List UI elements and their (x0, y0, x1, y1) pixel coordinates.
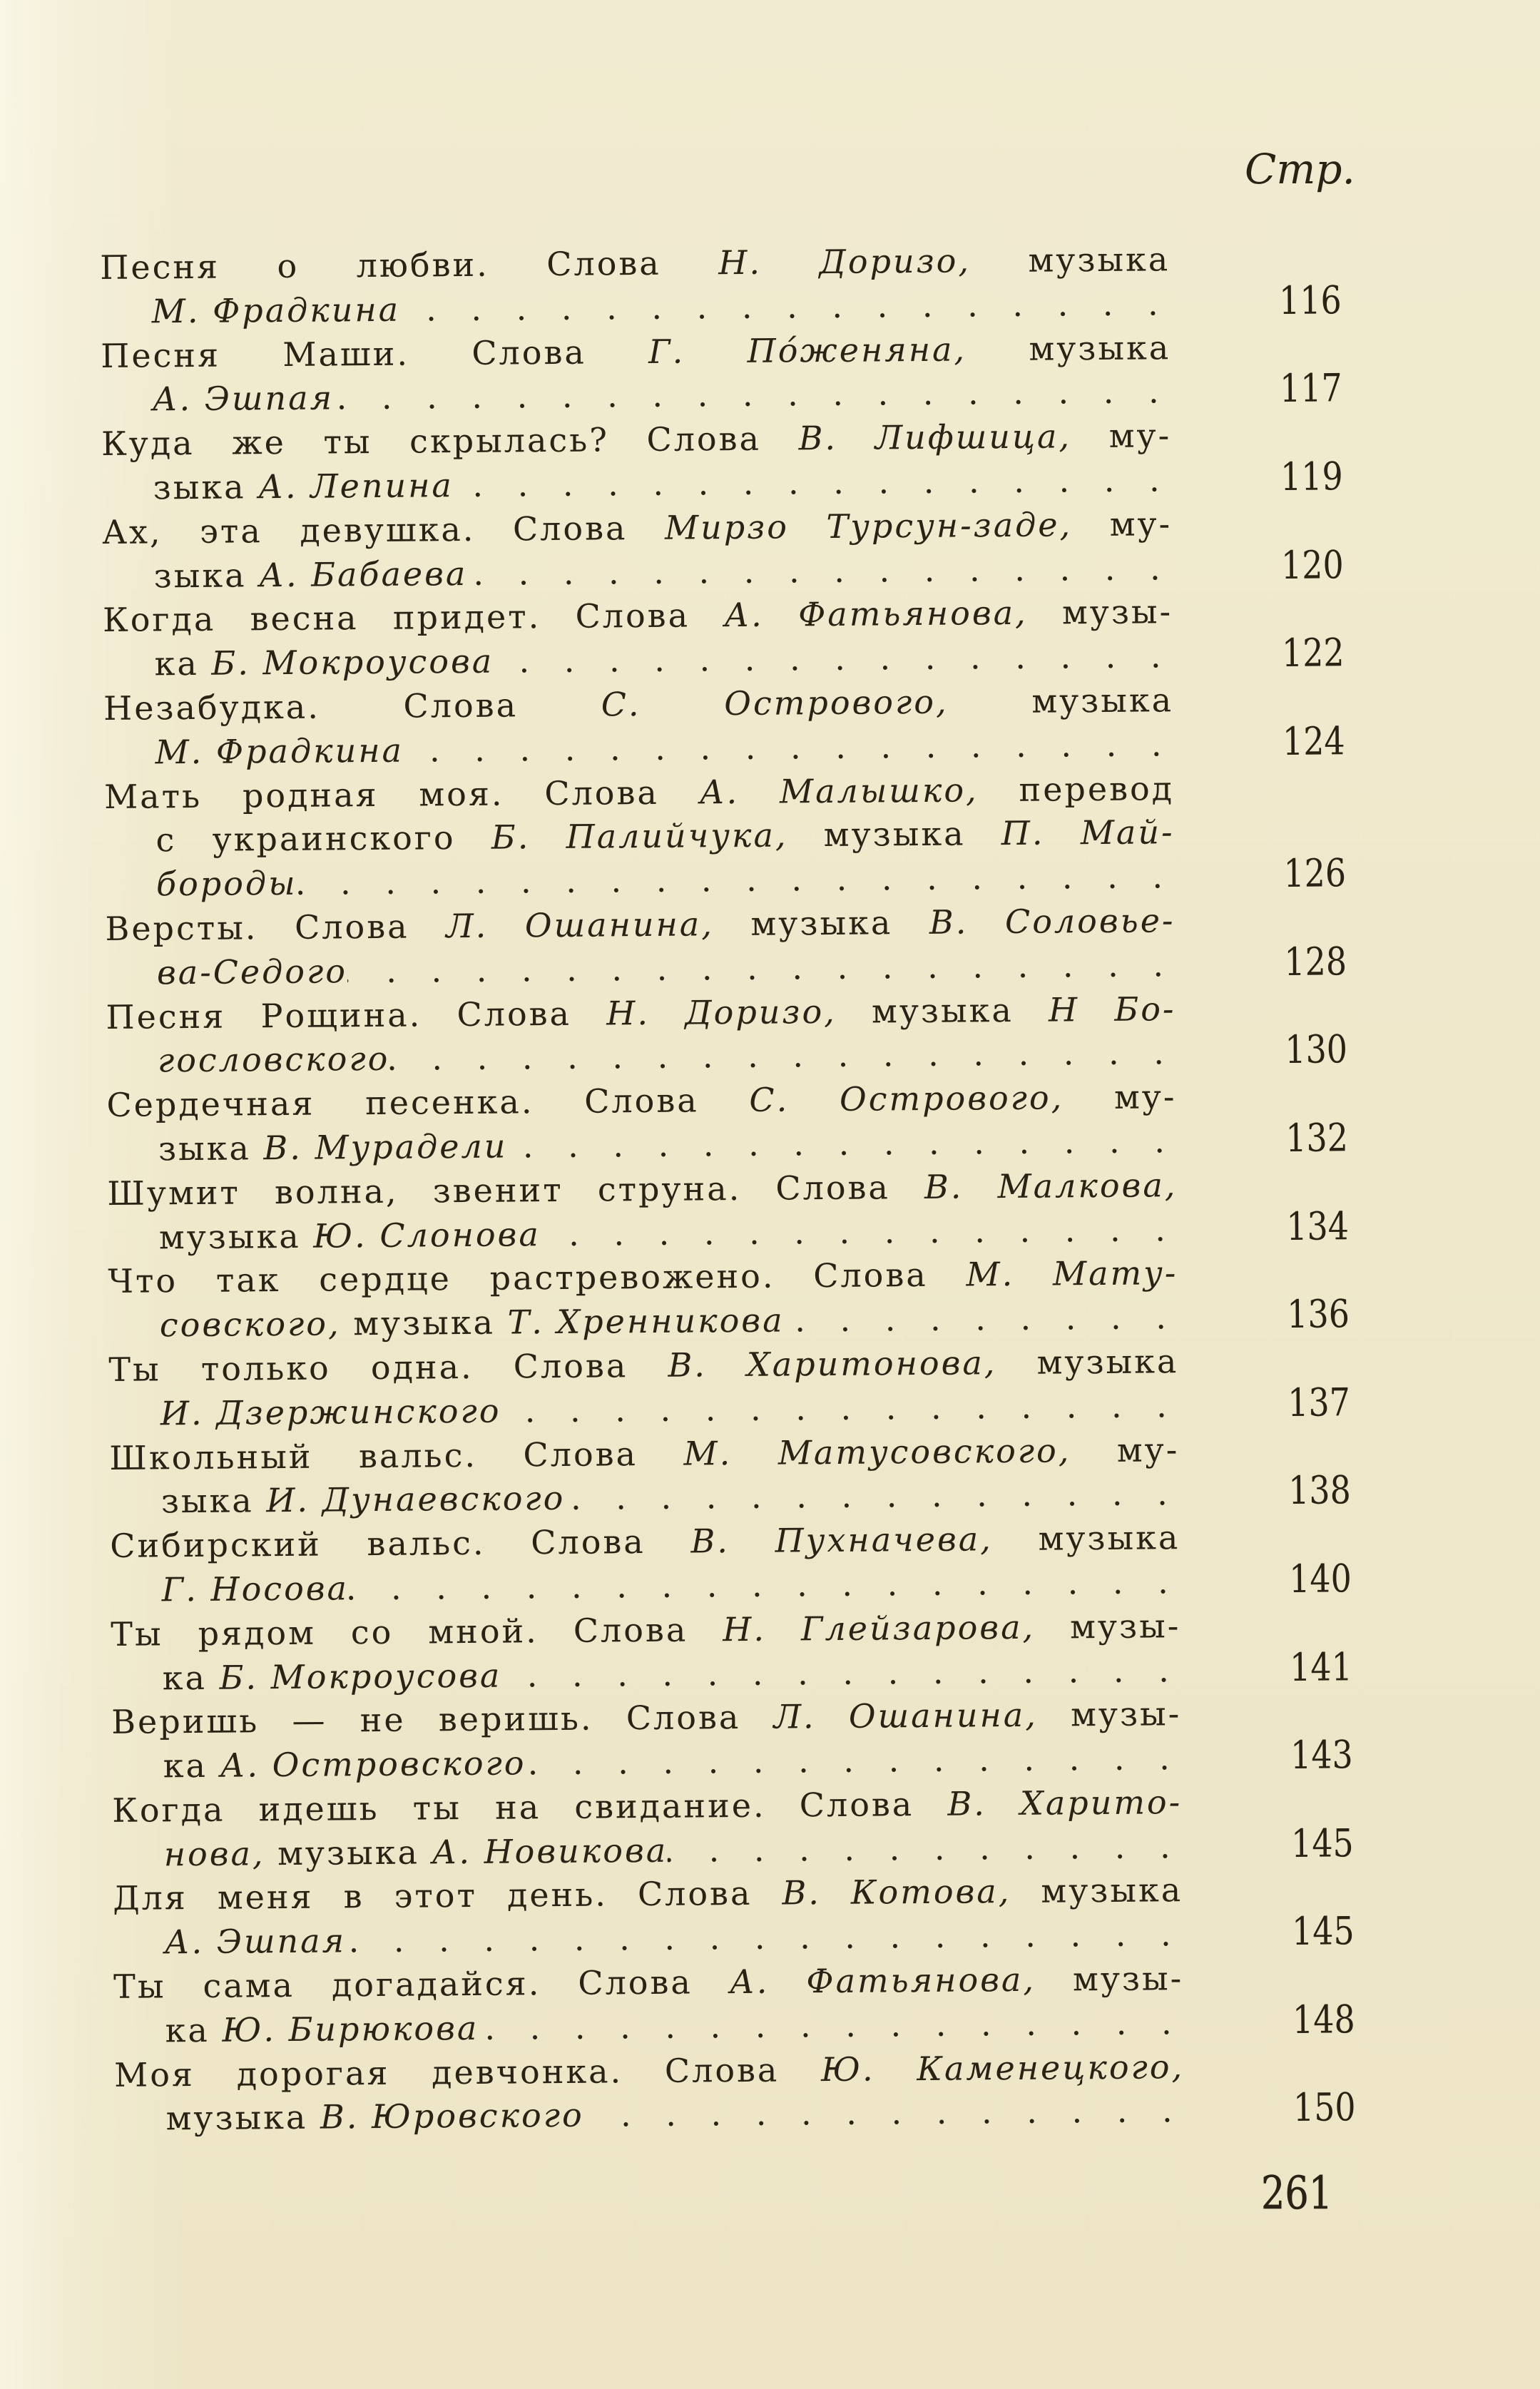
toc-entry-line-text (153, 464, 454, 510)
dot-leader (541, 1208, 1178, 1257)
entry-text: Моя дорогая девчонка. Слова (113, 2049, 822, 2094)
author-name: П. Май- (1001, 813, 1175, 853)
entry-text: перевод (978, 768, 1175, 809)
toc-entry-line-text (165, 2094, 584, 2141)
dot-leader (784, 1295, 1178, 1343)
author-name: А. Новикова (432, 1830, 668, 1872)
toc-entry-line-text (157, 949, 347, 995)
toc-entry-line-text (163, 1741, 526, 1788)
toc-entry-line (112, 1820, 1354, 1878)
author-name: Ю. Слонова (313, 1214, 541, 1255)
author-name: М. Мату- (966, 1253, 1178, 1294)
entry-text: музыка (165, 2098, 321, 2138)
entry-page-number: 141 (1289, 1644, 1352, 1690)
toc-entry-line (103, 591, 1173, 643)
toc-entry (108, 1252, 1350, 1348)
toc-entry (113, 2045, 1356, 2141)
entry-text: Куда же ты скрылась? Слова (101, 419, 799, 464)
toc-entry (106, 1075, 1349, 1171)
toc-entry (101, 414, 1343, 510)
author-name: нова, (163, 1833, 265, 1874)
entry-text: Когда идешь ты на свидание. Слова (112, 1784, 948, 1830)
toc-entry-line (111, 1692, 1181, 1745)
dot-leader (346, 1912, 1183, 1963)
toc-entry (111, 1692, 1353, 1788)
author-name: А. Фатьянова, (729, 1960, 1036, 2002)
dot-leader (454, 458, 1172, 508)
entry-text: музыка (966, 327, 1171, 369)
toc-entry-line (111, 1644, 1352, 1701)
toc-entry-line (101, 414, 1171, 467)
toc-entry (105, 899, 1347, 995)
entry-page-number: 128 (1284, 939, 1347, 984)
toc-entry-line (106, 987, 1176, 1040)
toc-entry-line (102, 541, 1344, 599)
entry-text: Песня о любви. Слова (100, 243, 719, 287)
entry-page-number: 122 (1281, 630, 1345, 676)
author-name: Н. Доризо, (718, 241, 972, 282)
toc-entry (102, 591, 1345, 687)
entry-page-number: 116 (1278, 277, 1342, 323)
toc-entry (106, 987, 1348, 1084)
entry-text: Сердечная песенка. Слова (106, 1081, 750, 1125)
toc-entry (100, 238, 1342, 334)
toc-entry-line (104, 767, 1174, 820)
toc-entry-line-text (159, 1213, 541, 1260)
entry-page-number: 126 (1283, 850, 1347, 897)
entry-text: ка (154, 643, 212, 683)
toc-entry-line (113, 1997, 1355, 2054)
author-name: С. Острового, (749, 1078, 1064, 1120)
entry-text: с украинского (155, 818, 492, 860)
author-name: бороды (155, 864, 297, 904)
toc-entry-line (108, 1203, 1350, 1260)
dot-leader (501, 1384, 1179, 1433)
entry-page-number: 120 (1280, 541, 1344, 588)
table-of-contents (100, 238, 1356, 2141)
dot-leader (467, 546, 1173, 596)
author-name: А. Эшпая (152, 378, 335, 419)
entry-text: зыка (160, 1481, 267, 1521)
entry-page-number: 145 (1290, 1820, 1354, 1866)
entry-text: музыка (265, 1833, 432, 1873)
author-name: Л. Ошанина, (445, 905, 715, 946)
toc-entry (113, 1957, 1355, 2053)
entry-text: Когда весна придет. Слова (102, 596, 725, 640)
author-name: Н. Глейзарова, (723, 1607, 1036, 1649)
author-name: В. Харито- (947, 1783, 1183, 1823)
toc-entry-line (110, 1467, 1351, 1524)
author-name: И. Дзержинского (160, 1391, 501, 1433)
toc-entry-line (101, 454, 1343, 511)
author-name: В. Лифшица, (798, 417, 1072, 458)
entry-text: му- (1071, 504, 1173, 544)
toc-entry-line (109, 1380, 1351, 1437)
folio-page-number: 261 (1261, 2167, 1333, 2220)
author-name: Ю. Каменецкого, (820, 2047, 1185, 2089)
toc-entry-line-text (153, 552, 467, 598)
entry-text: Ах, эта девушка. Слова (101, 508, 666, 551)
toc-entry (108, 1340, 1351, 1436)
entry-text: Незабудка. Слова (103, 685, 601, 728)
entry-text: Мать родная моя. Слова (103, 772, 700, 816)
toc-entry-line-text (158, 1124, 508, 1171)
toc-entry-line-text (164, 1920, 346, 1965)
dot-leader (583, 2089, 1184, 2138)
entry-page-number: 140 (1288, 1556, 1352, 1601)
author-name: Г. По́женяна, (648, 330, 967, 371)
toc-entry-line (108, 1252, 1178, 1305)
toc-entry-line-text (165, 2007, 479, 2053)
author-name: И. Дунаевского (266, 1479, 566, 1520)
entry-page-number: 145 (1291, 1908, 1355, 1955)
entry-page-number: 119 (1280, 454, 1343, 499)
toc-entry-line (101, 326, 1171, 379)
toc-entry (101, 502, 1344, 598)
toc-entry-line-text (160, 1389, 501, 1436)
author-name: С. Острового, (601, 682, 949, 724)
toc-entry-line (114, 2084, 1356, 2142)
toc-entry-line (103, 630, 1345, 687)
entry-text: музыка (996, 1342, 1179, 1382)
toc-entry-line (100, 238, 1170, 290)
dot-leader (389, 1032, 1176, 1081)
author-name: Г. Носова (161, 1569, 350, 1609)
dot-leader (347, 943, 1176, 994)
toc-entry (112, 1869, 1355, 1965)
toc-entry-line-text (160, 1299, 785, 1348)
entry-text: ка (162, 1658, 220, 1697)
entry-text: музы- (1034, 1606, 1181, 1646)
author-name: А. Бабаева (258, 554, 468, 594)
dot-leader (404, 723, 1174, 773)
toc-entry-line-text (154, 640, 494, 687)
toc-entry-line (104, 811, 1174, 864)
author-name: В. Котова, (782, 1872, 1011, 1913)
author-name: А. Фатьянова, (724, 594, 1028, 635)
entry-text: зыка (153, 555, 260, 595)
toc-entry (103, 767, 1347, 907)
entry-text: музы- (1037, 1694, 1182, 1735)
entry-text: Шумит волна, звенит струна. Слова (107, 1167, 925, 1213)
entry-text: музыка (340, 1303, 508, 1343)
author-name: М. Матусовского, (683, 1430, 1071, 1473)
author-name: В. Мурадели (263, 1126, 508, 1168)
author-name: Н. Доризо, (606, 992, 837, 1033)
entry-text: музыка (1011, 1870, 1183, 1911)
entry-page-number: 137 (1287, 1380, 1351, 1425)
author-name: Н Бо- (1048, 989, 1176, 1029)
toc-entry-line (106, 1075, 1176, 1128)
toc-entry-line (103, 718, 1345, 775)
entry-text: Для меня в этот день. Слова (112, 1874, 782, 1918)
toc-entry-line (114, 2045, 1184, 2098)
entry-page-number: 134 (1285, 1203, 1350, 1249)
toc-entry-line-text (152, 377, 334, 422)
entry-text: ка (163, 1746, 220, 1786)
entry-text: музыка (713, 902, 930, 944)
entry-text: музыка (948, 681, 1174, 721)
entry-text: му- (1064, 1077, 1177, 1117)
toc-entry (100, 326, 1342, 422)
toc-entry-line (111, 1556, 1352, 1613)
entry-page-number: 148 (1292, 1997, 1355, 2042)
toc-entry-line (105, 899, 1175, 952)
author-name: гословского (157, 1039, 390, 1080)
entry-text: Ты рядом со мной. Слова (111, 1609, 723, 1654)
author-name: Л. Ошанина, (773, 1696, 1039, 1736)
entry-text: Песня Рощина. Слова (106, 994, 607, 1036)
author-name: А. Малышко, (699, 770, 979, 811)
toc-entry-line (103, 678, 1173, 731)
author-name: Ю. Бирюкова (222, 2008, 479, 2049)
author-name: В. Соловье- (929, 901, 1176, 942)
toc-entry-line (112, 1732, 1353, 1789)
toc-entry-line (102, 502, 1172, 555)
author-name: А. Островского (220, 1743, 526, 1785)
toc-entry-line-text (155, 728, 404, 775)
author-name: М. Фрадкина (155, 730, 404, 772)
author-name: А. Эшпая (164, 1921, 347, 1962)
entry-text: музыка (836, 990, 1049, 1031)
toc-entry-line (113, 1869, 1183, 1922)
entry-text: Сибирский вальс. Слова (110, 1522, 691, 1566)
page-column-header: Стр. (1245, 145, 1355, 193)
entry-text: Веришь — не веришь. Слова (111, 1697, 774, 1742)
dot-leader (668, 1825, 1183, 1873)
entry-text: Ты только одна. Слова (108, 1345, 668, 1389)
author-name: Б. Палийчука, (491, 815, 788, 857)
author-name: Б. Мокроусова (219, 1656, 502, 1697)
author-name: Б. Мокроусова (211, 641, 494, 683)
entry-text: Школьный вальс. Слова (109, 1434, 684, 1477)
toc-entry-line (112, 1781, 1182, 1833)
toc-entry-line-text (162, 1567, 350, 1612)
dot-leader (526, 1736, 1182, 1786)
entry-text: музы- (1035, 1959, 1184, 1999)
author-name: В. Юровского (320, 2096, 584, 2137)
dot-leader (501, 1649, 1181, 1698)
entry-page-number: 143 (1290, 1732, 1353, 1778)
dot-leader (349, 1560, 1181, 1611)
entry-text: музыка (787, 814, 1002, 855)
toc-entry-line (113, 1908, 1355, 1965)
toc-entry (109, 1428, 1351, 1524)
toc-entry-line (107, 1115, 1349, 1172)
entry-page-number: 136 (1286, 1291, 1350, 1338)
author-name: Т. Хренникова (507, 1300, 785, 1342)
entry-text: музы- (1027, 592, 1173, 633)
entry-page-number: 150 (1292, 2084, 1356, 2131)
entry-page-number: 124 (1282, 718, 1345, 764)
author-name: М. Фрадкина (151, 290, 401, 331)
toc-entry-line (105, 850, 1347, 907)
toc-entry-line-text (158, 1037, 390, 1083)
dot-leader (507, 1119, 1177, 1168)
entry-page-number: 138 (1287, 1467, 1351, 1514)
toc-entry-line-text (151, 287, 400, 334)
entry-text: Версты. Слова (105, 907, 447, 948)
dot-leader (565, 1472, 1180, 1521)
entry-text: Ты сама догадайся. Слова (113, 1962, 730, 2007)
entry-text: му- (1071, 416, 1172, 456)
entry-text: ка (165, 2010, 223, 2050)
toc-entry-line (100, 277, 1342, 335)
toc-entry-line-text (163, 1829, 668, 1877)
toc-entry-line (106, 1027, 1348, 1084)
entry-text: зыка (153, 467, 259, 507)
author-name: совского, (159, 1304, 341, 1345)
toc-entry (103, 678, 1345, 775)
entry-text: му- (1071, 1430, 1180, 1469)
entry-text: музыка (970, 240, 1171, 280)
entry-text: музыка (992, 1518, 1181, 1559)
entry-text: Что так сердце растревожено. Слова (108, 1255, 967, 1301)
entry-page-number: 117 (1279, 365, 1342, 412)
entry-text: зыка (158, 1129, 264, 1168)
toc-entry (112, 1781, 1354, 1877)
entry-page-number: 132 (1285, 1115, 1349, 1161)
entry-page-number: 130 (1285, 1027, 1348, 1073)
dot-leader (334, 370, 1171, 421)
toc-entry-line (108, 1291, 1350, 1348)
author-name: В. Малкова, (924, 1165, 1178, 1206)
toc-entry-line-text (161, 1477, 566, 1524)
toc-entry (107, 1163, 1350, 1260)
entry-text: Песня Маши. Слова (100, 332, 649, 375)
toc-entry-line-text (163, 1654, 502, 1701)
author-name: А. Лепина (257, 466, 454, 506)
toc-entry-line (109, 1428, 1179, 1481)
author-name: ва-Седого (156, 952, 348, 992)
dot-leader (494, 634, 1173, 683)
toc-entry-line (101, 365, 1342, 423)
toc-entry-line (108, 1340, 1178, 1392)
toc-entry (111, 1604, 1352, 1701)
toc-entry (110, 1516, 1352, 1612)
dot-leader (479, 2001, 1184, 2051)
toc-entry-line-text (156, 862, 297, 907)
toc-entry-line (113, 1957, 1183, 2009)
toc-entry-line (111, 1604, 1181, 1657)
dot-leader (400, 282, 1171, 332)
dot-leader (297, 855, 1175, 905)
toc-entry-line (106, 939, 1347, 996)
toc-entry-line (107, 1163, 1177, 1216)
entry-text: музыка (158, 1216, 314, 1256)
author-name: Мирзо Турсун-заде, (664, 505, 1073, 547)
author-name: В. Харитонова, (668, 1343, 997, 1385)
toc-entry-line (110, 1516, 1180, 1569)
author-name: В. Пухначева, (690, 1519, 994, 1561)
